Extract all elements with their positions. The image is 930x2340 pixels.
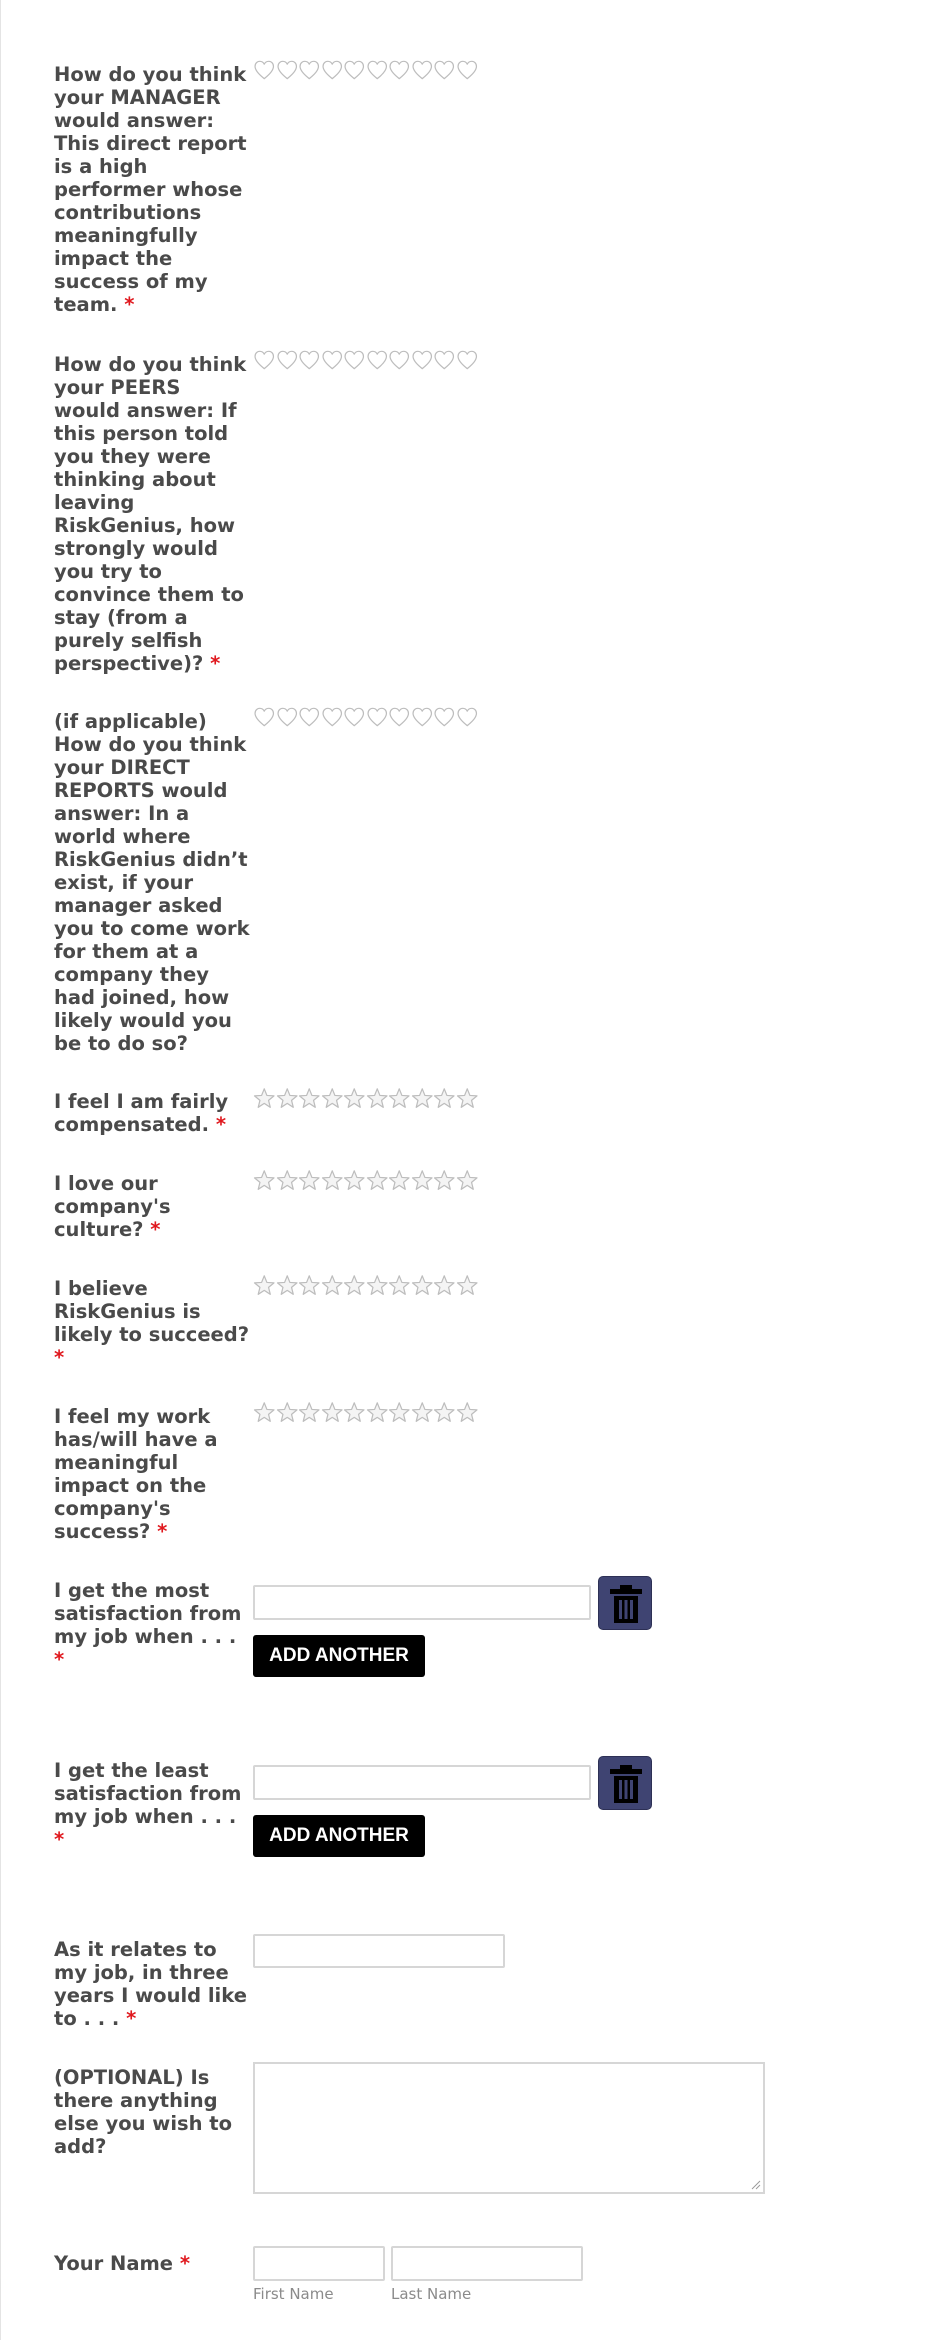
question-text: (if applicable) How do you think your DIRECT REPORTS would answer: In a world where RiskGenius didn’t exist, if your manager asked you to come work for them at a company they had joined, how likely would you be to do so? xyxy=(54,710,250,1055)
rating-direct-reports xyxy=(253,706,478,728)
question-text: I love our company's culture? xyxy=(54,1172,171,1241)
rating-compensated xyxy=(253,1087,478,1109)
form-frame-edge xyxy=(0,0,1,2340)
heart-icon[interactable] xyxy=(411,59,434,81)
star-icon[interactable] xyxy=(388,1401,411,1423)
required-asterisk: * xyxy=(54,1828,65,1851)
star-icon[interactable] xyxy=(321,1087,344,1109)
star-icon[interactable] xyxy=(253,1274,276,1296)
heart-icon[interactable] xyxy=(298,59,321,81)
question-succeed-label xyxy=(54,1277,250,1369)
required-asterisk: * xyxy=(215,1113,227,1136)
question-least-satisfaction-label xyxy=(54,1759,250,1851)
star-icon[interactable] xyxy=(343,1087,366,1109)
question-text: I feel my work has/will have a meaningful impact on the company's success? xyxy=(54,1405,218,1543)
star-icon[interactable] xyxy=(298,1087,321,1109)
heart-icon[interactable] xyxy=(456,349,479,371)
heart-icon[interactable] xyxy=(253,706,276,728)
rating-culture xyxy=(253,1169,478,1191)
add-another-least-satisfaction-button[interactable]: ADD ANOTHER xyxy=(253,1815,425,1857)
heart-icon[interactable] xyxy=(321,59,344,81)
question-text: As it relates to my job, in three years I would like to . . . xyxy=(54,1938,247,2030)
heart-icon[interactable] xyxy=(253,59,276,81)
heart-icon[interactable] xyxy=(366,59,389,81)
star-icon[interactable] xyxy=(388,1087,411,1109)
trash-icon xyxy=(608,1584,644,1624)
question-manager-label xyxy=(54,63,250,316)
last-name-input[interactable] xyxy=(391,2246,583,2281)
rating-manager xyxy=(253,59,478,81)
star-icon[interactable] xyxy=(388,1169,411,1191)
star-icon[interactable] xyxy=(343,1401,366,1423)
heart-icon[interactable] xyxy=(321,349,344,371)
delete-least-satisfaction-button[interactable] xyxy=(598,1756,652,1810)
question-text: Your Name xyxy=(54,2252,174,2275)
star-icon[interactable] xyxy=(321,1169,344,1191)
heart-icon[interactable] xyxy=(343,706,366,728)
first-name-input[interactable] xyxy=(253,2246,385,2281)
question-compensated-label xyxy=(54,1090,250,1136)
heart-icon[interactable] xyxy=(433,59,456,81)
question-text: I believe RiskGenius is likely to succeed? xyxy=(54,1277,250,1346)
rating-impact xyxy=(253,1401,478,1423)
heart-icon[interactable] xyxy=(253,349,276,371)
star-icon[interactable] xyxy=(411,1401,434,1423)
required-asterisk: * xyxy=(54,1346,65,1369)
star-icon[interactable] xyxy=(276,1274,299,1296)
star-icon[interactable] xyxy=(456,1169,479,1191)
most-satisfaction-input[interactable] xyxy=(253,1585,591,1620)
heart-icon[interactable] xyxy=(276,59,299,81)
required-asterisk: * xyxy=(54,1648,65,1671)
star-icon[interactable] xyxy=(411,1274,434,1296)
heart-icon[interactable] xyxy=(388,349,411,371)
heart-icon[interactable] xyxy=(456,59,479,81)
star-icon[interactable] xyxy=(433,1401,456,1423)
heart-icon[interactable] xyxy=(366,706,389,728)
question-optional-label xyxy=(54,2066,250,2158)
heart-icon[interactable] xyxy=(456,706,479,728)
star-icon[interactable] xyxy=(253,1087,276,1109)
star-icon[interactable] xyxy=(253,1169,276,1191)
optional-comments-textarea[interactable] xyxy=(253,2062,765,2194)
star-icon[interactable] xyxy=(433,1087,456,1109)
heart-icon[interactable] xyxy=(433,349,456,371)
question-culture-label xyxy=(54,1172,250,1241)
star-icon[interactable] xyxy=(321,1274,344,1296)
star-icon[interactable] xyxy=(456,1401,479,1423)
question-text: How do you think your MANAGER would answer: This direct report is a high performer whose contributions meaningfully impact the success of my team. xyxy=(54,63,247,316)
question-text: How do you think your PEERS would answer: If this person told you they were thinking about leaving RiskGenius, how strongly would you try to convince them to stay (from a purely selfish perspective)? xyxy=(54,353,247,675)
heart-icon[interactable] xyxy=(276,706,299,728)
delete-most-satisfaction-button[interactable] xyxy=(598,1576,652,1630)
star-icon[interactable] xyxy=(321,1401,344,1423)
star-icon[interactable] xyxy=(433,1169,456,1191)
question-text: I get the most satisfaction from my job when . . . xyxy=(54,1579,242,1648)
question-most-satisfaction-label xyxy=(54,1579,250,1671)
heart-icon[interactable] xyxy=(276,349,299,371)
heart-icon[interactable] xyxy=(298,706,321,728)
add-another-most-satisfaction-button[interactable]: ADD ANOTHER xyxy=(253,1635,425,1677)
star-icon[interactable] xyxy=(276,1169,299,1191)
star-icon[interactable] xyxy=(366,1274,389,1296)
star-icon[interactable] xyxy=(343,1169,366,1191)
heart-icon[interactable] xyxy=(343,59,366,81)
required-asterisk: * xyxy=(179,2252,191,2275)
heart-icon[interactable] xyxy=(433,706,456,728)
star-icon[interactable] xyxy=(366,1087,389,1109)
least-satisfaction-input[interactable] xyxy=(253,1765,591,1800)
required-asterisk: * xyxy=(210,652,221,675)
heart-icon[interactable] xyxy=(321,706,344,728)
question-three-years-label xyxy=(54,1938,250,2030)
star-icon[interactable] xyxy=(253,1401,276,1423)
question-peers-label xyxy=(54,353,250,675)
required-asterisk: * xyxy=(126,2007,137,2030)
required-asterisk: * xyxy=(150,1218,161,1241)
star-icon[interactable] xyxy=(276,1087,299,1109)
star-icon[interactable] xyxy=(366,1169,389,1191)
star-icon[interactable] xyxy=(298,1274,321,1296)
heart-icon[interactable] xyxy=(366,349,389,371)
heart-icon[interactable] xyxy=(388,59,411,81)
star-icon[interactable] xyxy=(298,1169,321,1191)
star-icon[interactable] xyxy=(411,1169,434,1191)
star-icon[interactable] xyxy=(456,1087,479,1109)
trash-icon xyxy=(608,1764,644,1804)
star-icon[interactable] xyxy=(366,1401,389,1423)
star-icon[interactable] xyxy=(456,1274,479,1296)
heart-icon[interactable] xyxy=(343,349,366,371)
heart-icon[interactable] xyxy=(411,706,434,728)
heart-icon[interactable] xyxy=(388,706,411,728)
star-icon[interactable] xyxy=(298,1401,321,1423)
star-icon[interactable] xyxy=(433,1274,456,1296)
resize-handle-icon[interactable] xyxy=(751,2180,761,2190)
star-icon[interactable] xyxy=(276,1401,299,1423)
three-years-input[interactable] xyxy=(253,1934,505,1968)
required-asterisk: * xyxy=(157,1520,168,1543)
star-icon[interactable] xyxy=(411,1087,434,1109)
question-name-label xyxy=(54,2252,250,2275)
question-text: I get the least satisfaction from my job when . . . xyxy=(54,1759,242,1828)
question-impact-label xyxy=(54,1405,250,1543)
question-text: (OPTIONAL) Is there anything else you wish to add? xyxy=(54,2066,233,2158)
rating-succeed xyxy=(253,1274,478,1296)
star-icon[interactable] xyxy=(388,1274,411,1296)
rating-peers xyxy=(253,349,478,371)
star-icon[interactable] xyxy=(343,1274,366,1296)
first-name-sublabel: First Name xyxy=(253,2285,334,2303)
question-text: I feel I am fairly compensated. xyxy=(54,1090,229,1136)
heart-icon[interactable] xyxy=(298,349,321,371)
heart-icon[interactable] xyxy=(411,349,434,371)
required-asterisk: * xyxy=(124,293,135,316)
last-name-sublabel: Last Name xyxy=(391,2285,472,2303)
question-direct-reports-label xyxy=(54,710,250,1055)
